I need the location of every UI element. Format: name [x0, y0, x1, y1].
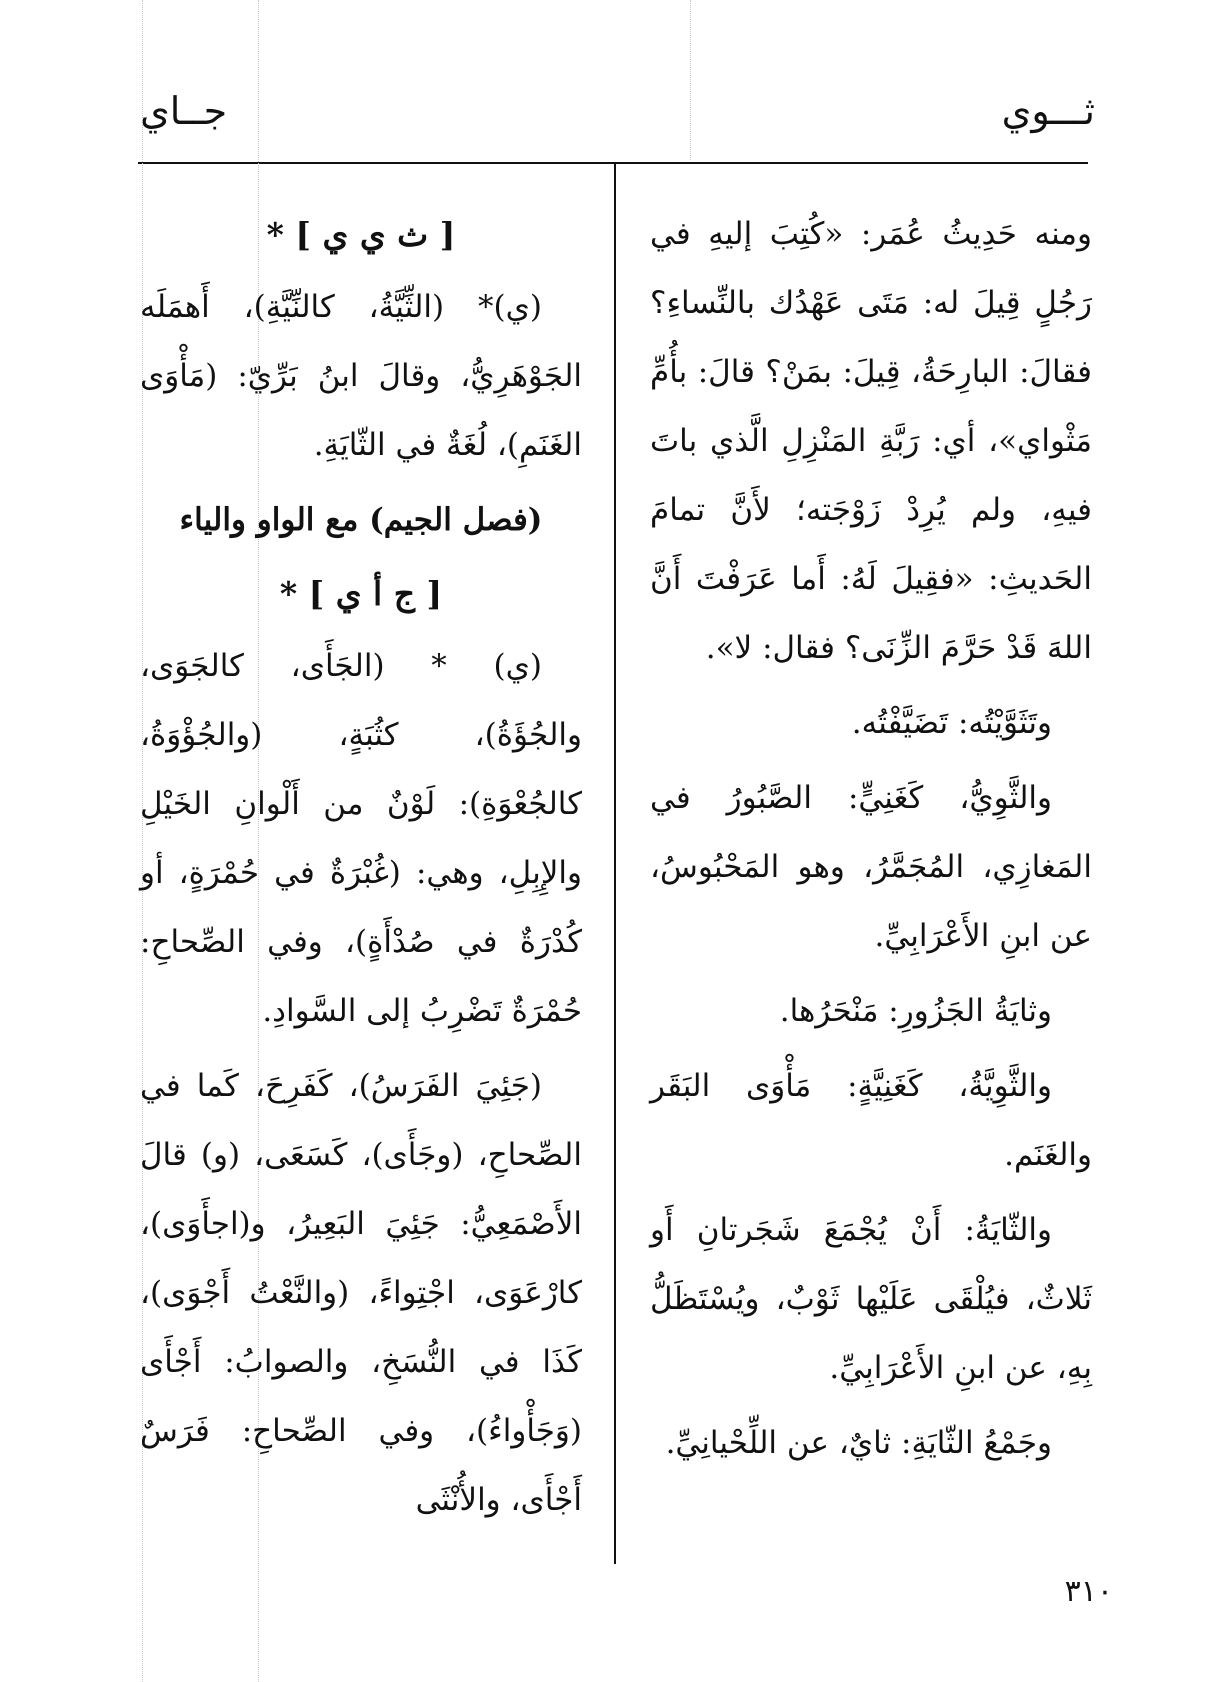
paragraph: (ي)* (الثِّيَّةُ، كالنِّيَّةِ)، أَهمَلَه الجَوْهَرِيُّ، وقالَ ابنُ بَرِّيّ: (مَأْوَى الغَنَمِ)، لُغَةٌ في الثّايَةِ.	[140, 289, 582, 463]
right-column	[650, 200, 1092, 1484]
paragraph: وتَثَوَّيْتُه: تَضَيَّفْتُه.	[851, 705, 1052, 741]
paragraph: ومنه حَدِيثُ عُمَر: «كُتِبَ إليهِ في رَجُلٍ قِيلَ له: مَتَى عَهْدُك بالنِّساءِ؟ فقالَ: البارِحَةُ، قِيلَ: بمَنْ؟ قالَ: بأُمِّ مَثْواي»، أي: رَبَّةِ المَنْزِلِ الَّذي باتَ فيهِ، ولم يُرِدْ زَوْجَته؛ لأَنَّ تمامَ الحَديثِ: «فقِيلَ لَهُ: أَما عَرَفْتَ أَنَّ اللهَ قَدْ حَرَّمَ الزِّنَى؟ فقال: لا».	[650, 216, 1092, 666]
entry-heading: [ ج أ ي ] *	[279, 574, 443, 613]
paragraph: والثَّوِيُّ، كَغَنِيٍّ: الصَّبُورُ في المَغازِي، المُجَمَّرُ، وهو المَحْبُوسُ، عن ابنِ الأَعْرَابِيِّ.	[650, 780, 1092, 954]
column-divider	[614, 164, 616, 1564]
paragraph: (ي) * (الجَأَى، كالجَوَى، والجُؤَةُ)، كثُبَةٍ، (والجُؤْوَةُ، كالجُعْوَةِ): لَوْنٌ من أَلْوانِ الخَيْلِ والإِبِلِ، وهي: (غُبْرَةٌ في حُمْرَةٍ، أو كُدْرَةٌ في صُدْأَةٍ)، وفي الصِّحاحِ: حُمْرَةٌ تَضْرِبُ إلى السَّوادِ.	[140, 648, 582, 1029]
section-heading: (فصل الجيم) مع الواو والياء	[179, 502, 543, 538]
paragraph: وجَمْعُ الثّايَةِ: ثايٌ، عن اللِّحْيانِيِّ.	[665, 1425, 1052, 1461]
entry-heading: [ ث ي ي ] *	[266, 215, 456, 254]
paragraph: والثَّوِيَّةُ، كَغَنِيَّةٍ: مَأْوَى البَقَر والغَنَم.	[650, 1068, 1092, 1173]
running-head-left: جــاي	[140, 89, 228, 133]
paragraph: (جَئِيَ الفَرَسُ)، كَفَرِحَ، كَما في الصِّحاحِ، (وجَأَى)، كَسَعَى، (و) قالَ الأَصْمَعِيُّ: جَئِيَ البَعِيرُ، و(اجأَوَى)، كارْعَوَى، اجْتِواءً، (والنَّعْتُ أَجْوَى)، كَذَا في النُّسَخِ، والصوابُ: أَجْأَى (وَجَأْواءُ)، وفي الصِّحاحِ: فَرَسٌ أَجْأَى، والأُنْثَى	[140, 1068, 582, 1518]
paragraph: والثّايَةُ: أَنْ يُجْمَعَ شَجَرتانِ أَو ثَلاثٌ، فيُلْقَى عَلَيْها ثَوْبٌ، ويُسْتَظَلُّ بِهِ، عن ابنِ الأَعْرَابِيِّ.	[650, 1212, 1092, 1386]
paragraph: وثايَةُ الجَزُورِ: مَنْحَرُها.	[779, 993, 1052, 1029]
scan-guide-line	[690, 0, 691, 160]
left-column	[140, 200, 582, 1541]
header-rule	[138, 162, 1088, 164]
page-number: ٣١٠	[1064, 1574, 1113, 1609]
running-head-right: ثـــوي	[1001, 89, 1095, 133]
